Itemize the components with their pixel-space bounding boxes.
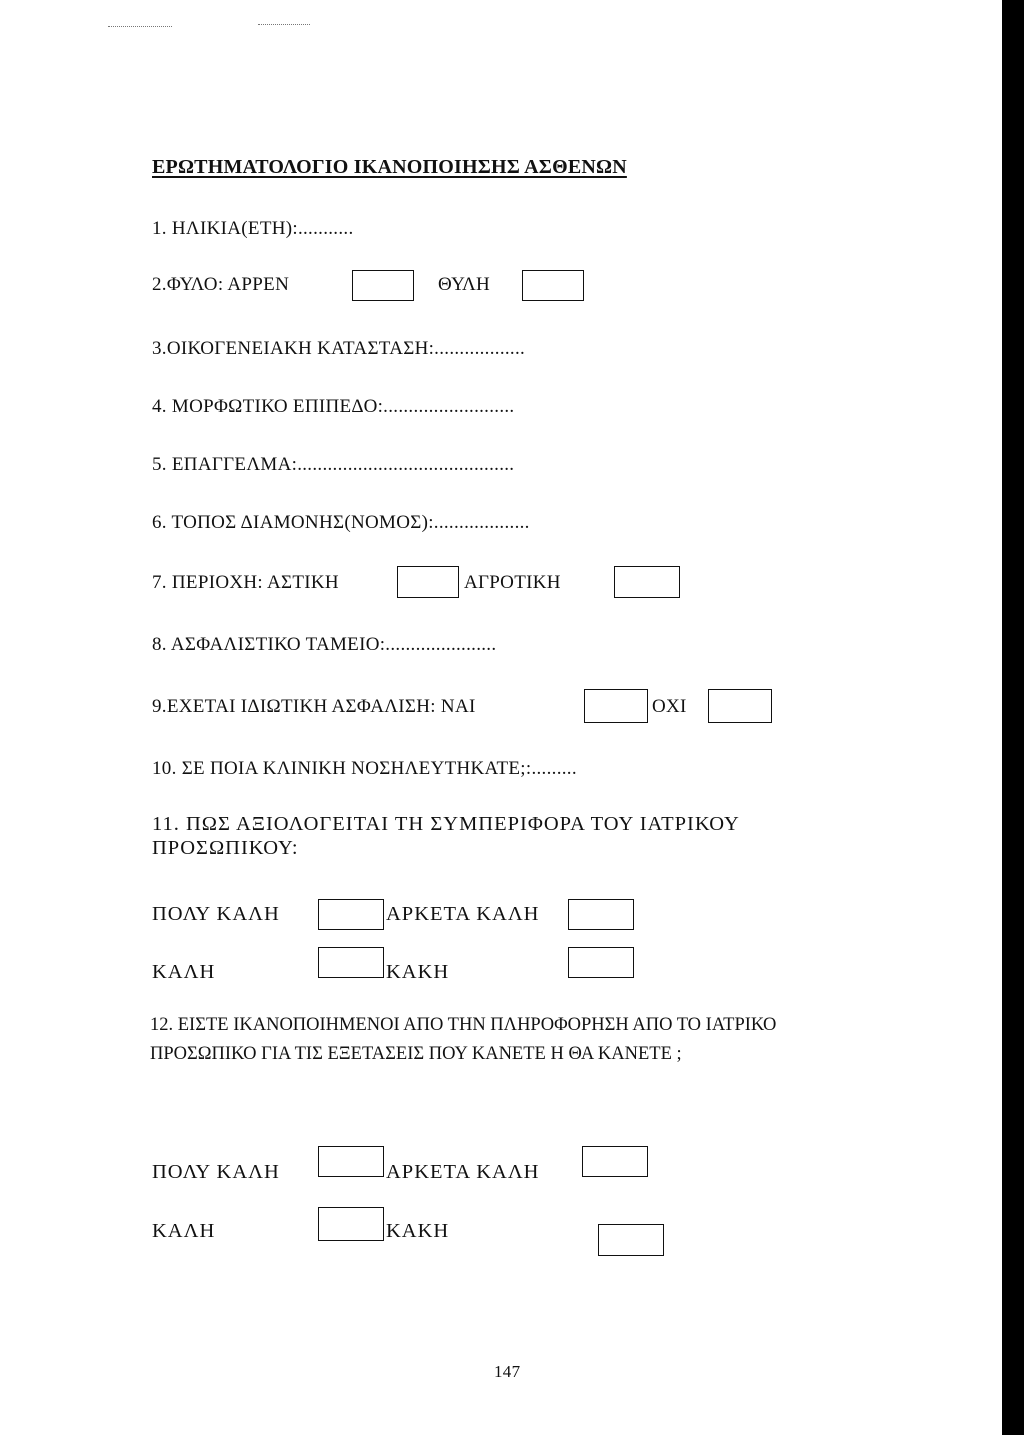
checkbox-good[interactable] bbox=[318, 947, 384, 978]
page-number: 147 bbox=[494, 1362, 521, 1381]
scan-artifact bbox=[258, 24, 310, 26]
question-residence: 6. ΤΟΠΟΣ ΔΙΑΜΟΝΗΣ(ΝΟΜΟΣ):................... bbox=[152, 512, 530, 533]
question-marital-status: 3.ΟΙΚΟΓΕΝΕΙΑΚΗ ΚΑΤΑΣΤΑΣΗ:.................. bbox=[152, 338, 526, 359]
option-very-good-label: ΠΟΛΥ ΚΑΛΗ bbox=[152, 1161, 280, 1183]
option-quite-good-label: ΑΡΚΕΤΑ ΚΑΛΗ bbox=[386, 903, 540, 925]
checkbox-urban[interactable] bbox=[397, 566, 459, 598]
checkbox-very-good[interactable] bbox=[318, 1146, 384, 1177]
option-good-label: ΚΑΛΗ bbox=[152, 1220, 216, 1242]
question-insurance-fund: 8. ΑΣΦΑΛΙΣΤΙΚΟ ΤΑΜΕΙΟ:...................... bbox=[152, 634, 497, 655]
option-rural-label: ΑΓΡΟΤΙΚΗ bbox=[464, 572, 561, 593]
checkbox-quite-good[interactable] bbox=[582, 1146, 648, 1177]
checkbox-very-good[interactable] bbox=[318, 899, 384, 930]
option-bad-label: ΚΑΚΗ bbox=[386, 1220, 450, 1242]
checkbox-female[interactable] bbox=[522, 270, 584, 301]
option-very-good-label: ΠΟΛΥ ΚΑΛΗ bbox=[152, 903, 280, 925]
question-information-line1: 12. ΕΙΣΤΕ ΙΚΑΝΟΠΟΙΗΜΕΝΟΙ ΑΠΟ ΤΗΝ ΠΛΗΡΟΦΟΡΗΣΗ ΑΠΟ ΤΟ ΙΑΤΡΙΚΟ bbox=[150, 1015, 777, 1035]
checkbox-no[interactable] bbox=[708, 689, 772, 723]
question-information-line2: ΠΡΟΣΩΠΙΚΟ ΓΙΑ ΤΙΣ ΕΞΕΤΑΣΕΙΣ ΠΟΥ ΚΑΝΕΤΕ Η ΘΑ ΚΑΝΕΤΕ ; bbox=[150, 1044, 682, 1064]
option-bad-label: ΚΑΚΗ bbox=[386, 961, 450, 983]
question-occupation: 5. ΕΠΑΓΓΕΛΜΑ:........................................... bbox=[152, 454, 515, 475]
option-good-label: ΚΑΛΗ bbox=[152, 961, 216, 983]
checkbox-male[interactable] bbox=[352, 270, 414, 301]
option-quite-good-label: ΑΡΚΕΤΑ ΚΑΛΗ bbox=[386, 1161, 540, 1183]
option-female-label: ΘΥΛΗ bbox=[438, 274, 491, 295]
checkbox-good[interactable] bbox=[318, 1207, 384, 1241]
question-area-label: 7. ΠΕΡΙΟΧΗ: ΑΣΤΙΚΗ bbox=[152, 572, 339, 593]
question-sex-label: 2.ΦΥΛΟ: ΑΡΡΕΝ bbox=[152, 274, 290, 295]
question-staff-behavior-line1: 11. ΠΩΣ ΑΞΙΟΛΟΓΕΙΤΑΙ ΤΗ ΣΥΜΠΕΡΙΦΟΡΑ ΤΟΥ ΙΑΤΡΙΚΟΥ bbox=[152, 813, 740, 835]
question-staff-behavior-line2: ΠΡΟΣΩΠΙΚΟΥ: bbox=[152, 837, 299, 859]
form-title: ΕΡΩΤΗΜΑΤΟΛΟΓΙΟ ΙΚΑΝΟΠΟΙΗΣΗΣ ΑΣΘΕΝΩΝ bbox=[152, 156, 627, 178]
checkbox-rural[interactable] bbox=[614, 566, 680, 598]
checkbox-bad[interactable] bbox=[598, 1224, 664, 1256]
question-private-insurance-label: 9.ΕΧΕΤΑΙ ΙΔΙΩΤΙΚΗ ΑΣΦΑΛΙΣΗ: ΝΑΙ bbox=[152, 696, 476, 717]
option-no-label: ΟΧΙ bbox=[652, 696, 687, 717]
scan-artifact bbox=[108, 26, 172, 28]
checkbox-quite-good[interactable] bbox=[568, 899, 634, 930]
question-age: 1. ΗΛΙΚΙΑ(ΕΤΗ):........... bbox=[152, 218, 354, 239]
question-clinic: 10. ΣΕ ΠΟΙΑ ΚΛΙΝΙΚΗ ΝΟΣΗΛΕΥΤΗΚΑΤΕ;:......... bbox=[152, 758, 577, 779]
question-education: 4. ΜΟΡΦΩΤΙΚΟ ΕΠΙΠΕΔΟ:.......................... bbox=[152, 396, 515, 417]
checkbox-bad[interactable] bbox=[568, 947, 634, 978]
checkbox-yes[interactable] bbox=[584, 689, 648, 723]
